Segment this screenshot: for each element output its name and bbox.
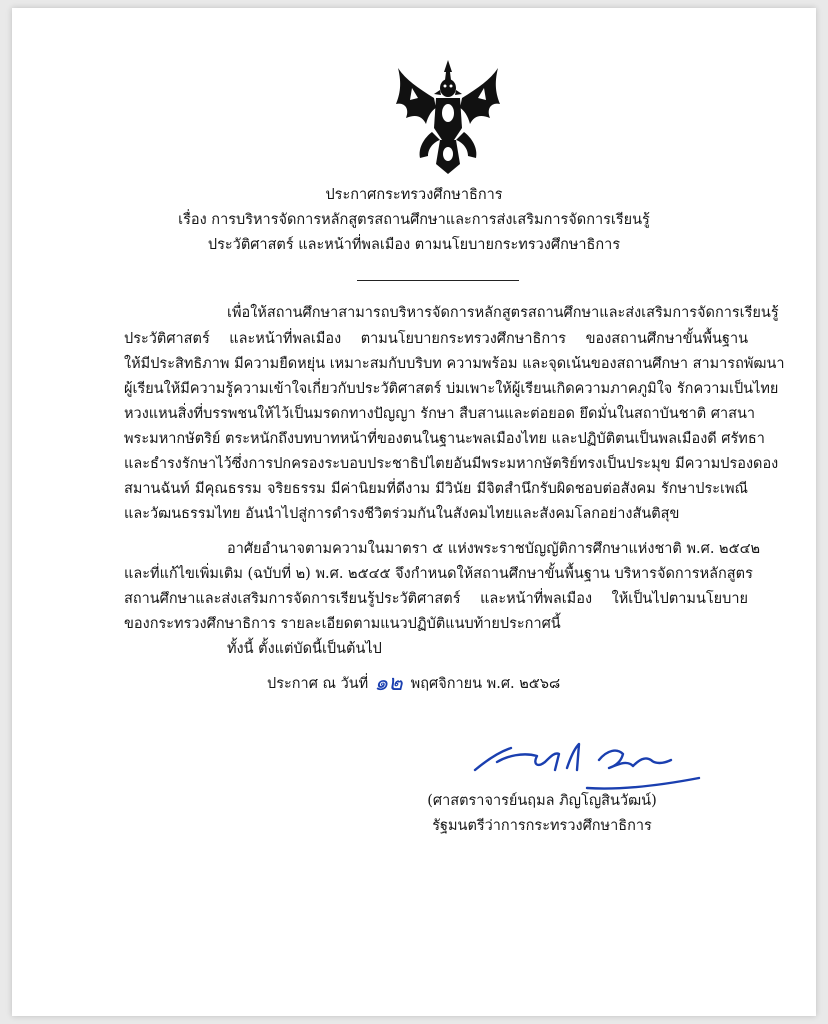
date-prefix: ประกาศ ณ วันที่ (267, 676, 369, 692)
paragraph-1-line: หวงแหนสิ่งที่บรรพชนให้ไว้เป็นมรดกทางปัญญา รักษา สืบสานและต่อยอด ยึดมั่นในสถาบันชาติ ศาสนา (124, 406, 756, 422)
signatory-position: รัฐมนตรีว่าการกระทรวงศึกษาธิการ (432, 818, 652, 834)
announcement-date (267, 671, 561, 696)
subject-line-1: เรื่อง การบริหารจัดการหลักสูตรสถานศึกษาและการส่งเสริมการจัดการเรียนรู้ (178, 212, 650, 228)
paragraph-2-line: และที่แก้ไขเพิ่มเติม (ฉบับที่ ๒) พ.ศ. ๒๕๔๕ จึงกำหนดให้สถานศึกษาขั้นพื้นฐาน บริหารจัดการหลักสูตร (124, 566, 753, 582)
garuda-emblem-icon (388, 58, 508, 178)
paragraph-1-line: ประวัติศาสตร์ และหน้าที่พลเมือง ตามนโยบายกระทรวงศึกษาธิการ ของสถานศึกษาขั้นพื้นฐาน (124, 331, 748, 347)
signature-icon (467, 730, 717, 800)
paragraph-1-line: ให้มีประสิทธิภาพ มีความยืดหยุ่น เหมาะสมกับบริบท ความพร้อม และจุดเน้นของสถานศึกษา สามารถพัฒนา (124, 356, 785, 372)
date-day: ๑๒ (374, 671, 403, 696)
paragraph-1-line: เพื่อให้สถานศึกษาสามารถบริหารจัดการหลักสูตรสถานศึกษาและส่งเสริมการจัดการเรียนรู้ (227, 305, 779, 321)
document-page (12, 8, 816, 1016)
signatory-name: (ศาสตราจารย์นฤมล ภิญโญสินวัฒน์) (427, 793, 657, 809)
announcement-title: ประกาศกระทรวงศึกษาธิการ (325, 187, 503, 203)
subject-line-2: ประวัติศาสตร์ และหน้าที่พลเมือง ตามนโยบายกระทรวงศึกษาธิการ (207, 237, 621, 253)
paragraph-2-line: อาศัยอำนาจตามความในมาตรา ๕ แห่งพระราชบัญญัติการศึกษาแห่งชาติ พ.ศ. ๒๕๔๒ (227, 541, 761, 557)
paragraph-1-line: ผู้เรียนให้มีความรู้ความเข้าใจเกี่ยวกับประวัติศาสตร์ บ่มเพาะให้ผู้เรียนเกิดความภาคภูมิใจ รักความเป็นไทย (124, 381, 779, 397)
paragraph-2-line: ของกระทรวงศึกษาธิการ รายละเอียดตามแนวปฏิบัติแนบท้ายประกาศนี้ (124, 616, 561, 632)
date-month-year: พฤศจิกายน พ.ศ. ๒๕๖๘ (410, 676, 561, 692)
title-divider (357, 280, 519, 281)
paragraph-1-line: พระมหากษัตริย์ ตระหนักถึงบทบาทหน้าที่ของตนในฐานะพลเมืองไทย และปฏิบัติตนเป็นพลเมืองดี ศรัทธา (124, 431, 765, 447)
paragraph-1-line: สมานฉันท์ มีคุณธรรม จริยธรรม มีค่านิยมที่ดีงาม มีวินัย มีจิตสำนึกรับผิดชอบต่อสังคม รักษาประเพณี (124, 481, 748, 497)
paragraph-1-line: และวัฒนธรรมไทย อันนำไปสู่การดำรงชีวิตร่วมกันในสังคมไทยและสังคมโลกอย่างสันติสุข (124, 506, 680, 522)
paragraph-1-line: และธำรงรักษาไว้ซึ่งการปกครองระบอบประชาธิปไตยอันมีพระมหากษัตริย์ทรงเป็นประมุข มีความปรองดอง (124, 456, 779, 472)
paragraph-2-line: สถานศึกษาและส่งเสริมการจัดการเรียนรู้ประวัติศาสตร์ และหน้าที่พลเมือง ให้เป็นไปตามนโยบาย (124, 591, 748, 607)
effective-clause: ทั้งนี้ ตั้งแต่บัดนี้เป็นต้นไป (227, 641, 382, 657)
